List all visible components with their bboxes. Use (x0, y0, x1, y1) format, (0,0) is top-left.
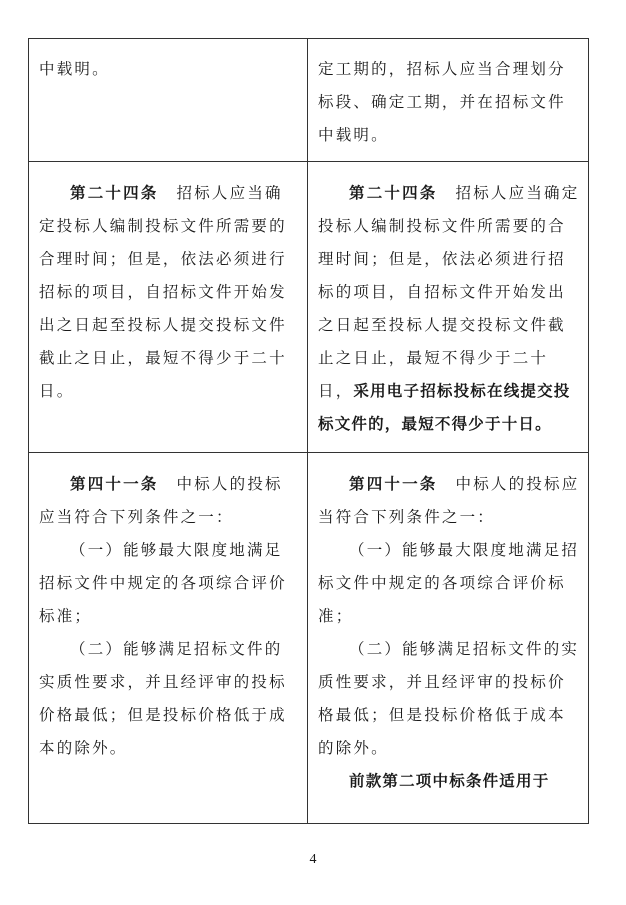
article-number: 第二十四条 (349, 183, 438, 202)
paragraph-text: 定工期的，招标人应当合理划分标段、确定工期，并在招标文件中载明。 (318, 60, 566, 144)
article-item-1: （一）能够最大限度地满足招标文件中规定的各项综合评价标准； (318, 541, 580, 625)
article-text: 招标人应当确定投标人编制投标文件所需要的合理时间；但是，依法必须进行招标的项目，自招标文件开始发出之日起至投标人提交投标文件截止之日止，最短不得少于二十日。 (39, 184, 287, 400)
cell-revised-article-41 (308, 453, 589, 824)
article-paragraph (318, 467, 580, 534)
page-number: 4 (309, 852, 317, 867)
cell-revised-continuation (308, 39, 589, 162)
article-paragraph (318, 176, 580, 441)
table-row (29, 162, 589, 453)
added-text-bold: 前款第二项中标条件适用于 (349, 772, 550, 790)
article-item-2: （二）能够满足招标文件的实质性要求，并且经评审的投标价格最低；但是投标价格低于成本的除外。 (39, 640, 287, 757)
article-number: 第二十四条 (70, 183, 159, 202)
paragraph-text: 中载明。 (39, 60, 110, 78)
cell-revised-article-24 (308, 162, 589, 453)
article-number: 第四十一条 (349, 474, 438, 493)
added-text-bold: 采用电子招标投标在线提交投标文件的，最短不得少于十日。 (318, 382, 571, 433)
article-number: 第四十一条 (70, 474, 159, 493)
article-item-2: （二）能够满足招标文件的实质性要求，并且经评审的投标价格最低；但是投标价格低于成本的除外。 (318, 640, 580, 757)
cell-original-article-41 (29, 453, 308, 824)
article-intro: 中标人的投标应当符合下列条件之一： (39, 475, 283, 526)
article-paragraph (39, 467, 299, 534)
table-row (29, 453, 589, 824)
article-item-1: （一）能够最大限度地满足招标文件中规定的各项综合评价标准； (39, 541, 287, 625)
article-intro: 中标人的投标应当符合下列条件之一： (318, 475, 580, 526)
added-paragraph (318, 765, 580, 798)
article-paragraph (39, 176, 299, 408)
table-row (29, 39, 589, 162)
comparison-table (28, 38, 589, 824)
cell-original-continuation (29, 39, 308, 162)
cell-original-article-24 (29, 162, 308, 453)
article-text: 招标人应当确定投标人编制投标文件所需要的合理时间；但是，依法必须进行招标的项目，自招标文件开始发出之日起至投标人提交投标文件截止之日止，最短不得少于二十日， (318, 184, 580, 400)
